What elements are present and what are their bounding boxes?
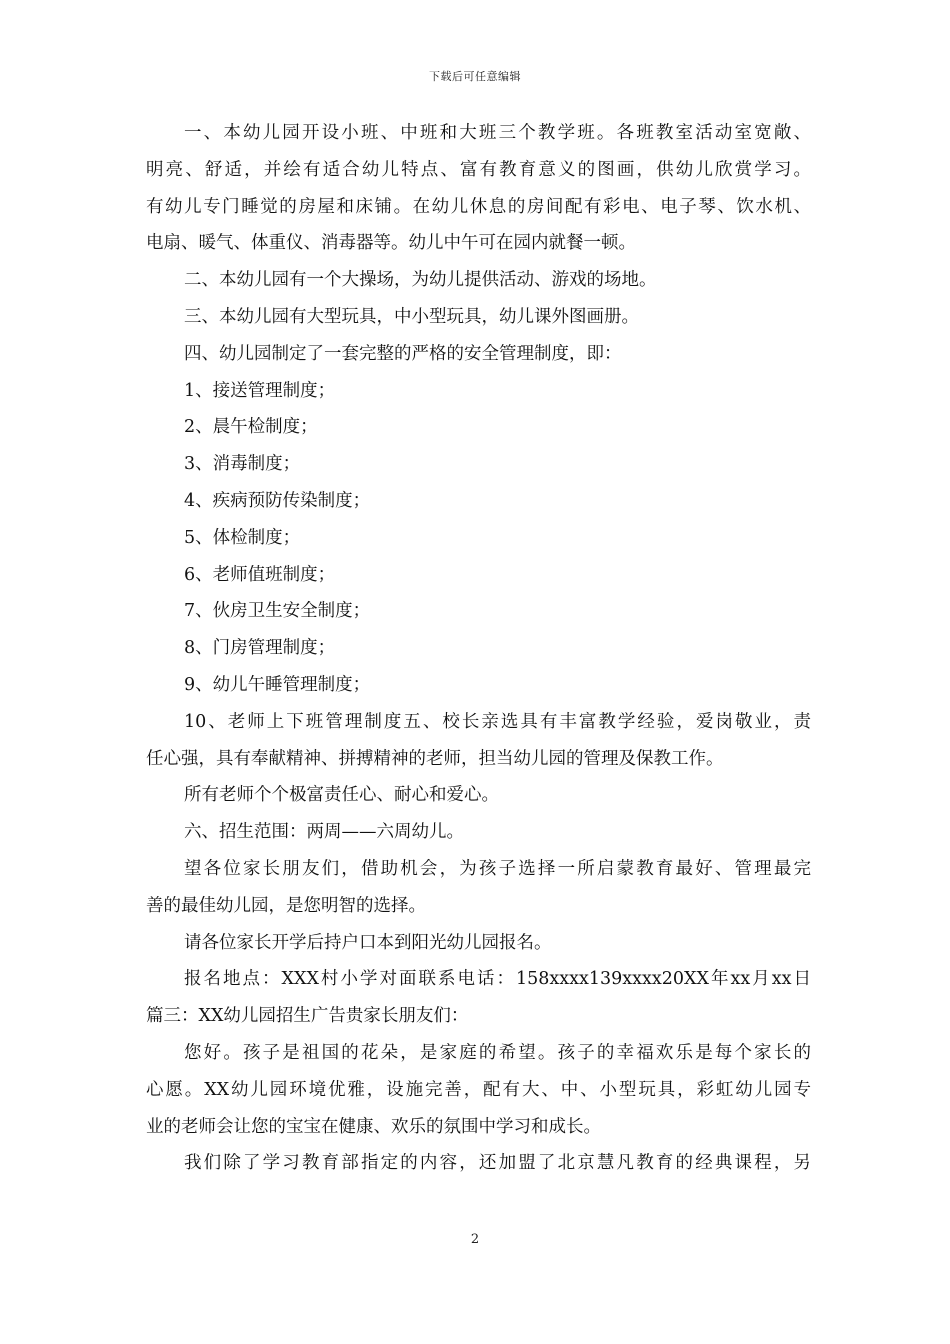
paragraph-line: 您好。孩子是祖国的花朵，是家庭的希望。孩子的幸福欢乐是每个家长的: [184, 1042, 811, 1063]
paragraph-line: 业的老师会让您的宝宝在健康、欢乐的氛围中学习和成长。: [146, 1116, 601, 1137]
page-header: 下载后可任意编辑: [429, 70, 521, 83]
paragraph-line: 任心强，具有奉献精神、拼搏精神的老师，担当幼儿园的管理及保教工作。: [146, 748, 724, 769]
document-body: [146, 115, 811, 1182]
paragraph-line: 善的最佳幼儿园，是您明智的选择。: [146, 895, 426, 916]
paragraph-line: 报名地点：XXX村小学对面联系电话：158xxxx139xxxx20XX年xx月xx日: [184, 969, 811, 990]
list-item: 5、体检制度；: [184, 527, 301, 548]
paragraph-line: 请各位家长开学后持户口本到阳光幼儿园报名。: [184, 932, 552, 953]
paragraph-line: 电扇、暖气、体重仪、消毒器等。幼儿中午可在园内就餐一顿。: [146, 233, 636, 254]
paragraph-line: 所有老师个个极富责任心、耐心和爱心。: [184, 785, 499, 806]
list-item: 9、幼儿午睡管理制度；: [184, 674, 371, 695]
list-item: 4、疾病预防传染制度；: [184, 490, 371, 511]
paragraph-line: 望各位家长朋友们，借助机会，为孩子选择一所启蒙教育最好、管理最完: [184, 858, 811, 879]
list-item: 2、晨午检制度；: [184, 417, 318, 438]
paragraph-line: 明亮、舒适，并绘有适合幼儿特点、富有教育意义的图画，供幼儿欣赏学习。: [146, 159, 811, 180]
list-item: 8、门房管理制度；: [184, 638, 336, 659]
paragraph-line: 10、老师上下班管理制度五、校长亲选具有丰富教学经验，爱岗敬业，责: [184, 711, 811, 732]
paragraph-line: 有幼儿专门睡觉的房屋和床铺。在幼儿休息的房间配有彩电、电子琴、饮水机、: [146, 196, 811, 217]
paragraph-line: 二、本幼儿园有一个大操场，为幼儿提供活动、游戏的场地。: [184, 270, 657, 291]
paragraph-line: 心愿。XX幼儿园环境优雅，设施完善，配有大、中、小型玩具，彩虹幼儿园专: [146, 1079, 811, 1100]
list-item: 1、接送管理制度；: [184, 380, 336, 401]
paragraph-line: 四、幼儿园制定了一套完整的严格的安全管理制度，即：: [184, 343, 622, 364]
paragraph-line: 三、本幼儿园有大型玩具，中小型玩具，幼儿课外图画册。: [184, 306, 639, 327]
section-heading: 篇三：XX幼儿园招生广告贵家长朋友们：: [146, 1006, 469, 1027]
paragraph-line: 我们除了学习教育部指定的内容，还加盟了北京慧凡教育的经典课程，另: [184, 1153, 811, 1174]
list-item: 7、伙房卫生安全制度；: [184, 601, 371, 622]
list-item: 3、消毒制度；: [184, 454, 301, 475]
page-number: 2: [470, 1232, 480, 1247]
paragraph-line: 一、本幼儿园开设小班、中班和大班三个教学班。各班教室活动室宽敞、: [184, 123, 811, 143]
list-item: 6、老师值班制度；: [184, 564, 336, 585]
paragraph-line: 六、招生范围：两周——六周幼儿。: [184, 822, 464, 843]
